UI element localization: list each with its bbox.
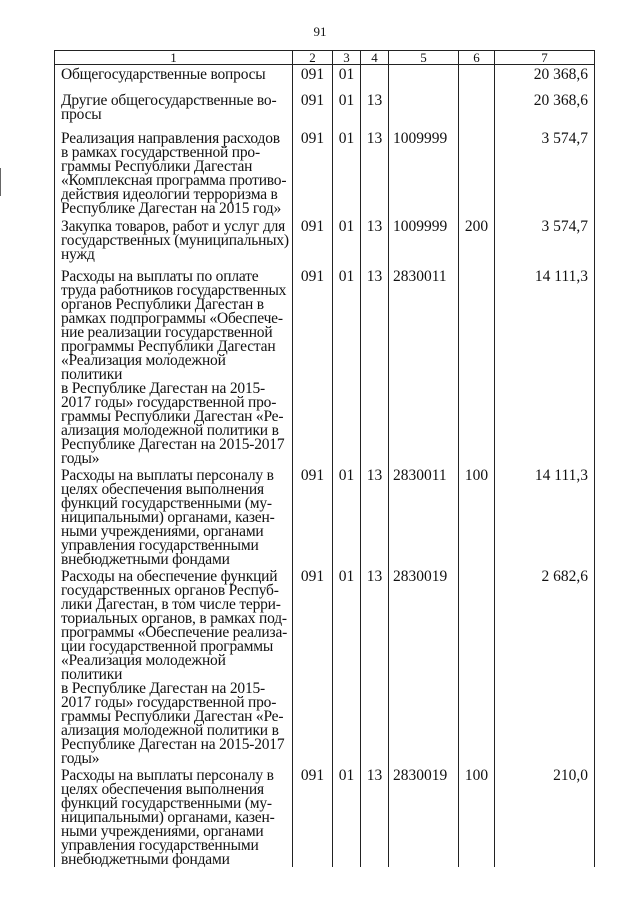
row-target-article: 2830019: [389, 766, 459, 867]
row-section-code: 01: [333, 217, 361, 267]
description-line: функций государственными (му-: [61, 494, 272, 512]
row-department-code: 091: [293, 91, 333, 129]
budget-table: [54, 50, 595, 867]
description-line: годы»: [61, 749, 100, 767]
row-description: [55, 65, 293, 91]
description-line: Другие общегосударственные во-: [61, 91, 277, 109]
description-line: Реализация направления расходов: [61, 129, 280, 147]
row-department-code: 091: [293, 567, 333, 766]
header-col-4: 4: [361, 51, 389, 65]
table-row: [55, 567, 595, 766]
row-description: [55, 91, 293, 129]
header-col-6: 6: [459, 51, 495, 65]
description-line: Закупка товаров, работ и услуг для: [61, 217, 286, 235]
row-expense-type: [459, 65, 495, 91]
description-line: «Комплексная программа противо-: [61, 171, 287, 189]
description-line: программы «Обеспечение реализа-: [61, 623, 288, 641]
row-department-code: 091: [293, 267, 333, 466]
row-amount: 20 368,6: [495, 65, 595, 91]
table-row: [55, 466, 595, 567]
row-description: [55, 129, 293, 217]
description-line: просы: [61, 105, 102, 123]
row-target-article: 2830011: [389, 267, 459, 466]
row-target-article: 2830019: [389, 567, 459, 766]
description-line: целях обеспечения выполнения: [61, 480, 264, 498]
description-line: «Реализация молодежной политики: [61, 651, 226, 683]
description-line: ние реализации государственной: [61, 323, 273, 341]
description-line: программы Республики Дагестан: [61, 337, 276, 355]
description-line: Расходы на выплаты по оплате: [61, 267, 259, 285]
description-line: внебюджетными фондами: [61, 550, 230, 568]
row-target-article: 1009999: [389, 129, 459, 217]
description-line: Республике Дагестан на 2015 год»: [61, 199, 282, 217]
description-line: «Реализация молодежной политики: [61, 351, 226, 383]
header-row: [55, 51, 595, 65]
row-subsection-code: 13: [361, 129, 389, 217]
row-target-article: 2830011: [389, 466, 459, 567]
row-subsection-code: 13: [361, 466, 389, 567]
row-department-code: 091: [293, 466, 333, 567]
description-line: ными учреждениями, органами: [61, 822, 264, 840]
row-expense-type: 100: [459, 466, 495, 567]
description-line: управления государственными: [61, 536, 259, 554]
description-line: Республике Дагестан на 2015-2017: [61, 435, 285, 453]
description-line: внебюджетными фондами: [61, 850, 230, 868]
row-expense-type: [459, 129, 495, 217]
description-line: действия идеологии терроризма в: [61, 185, 278, 203]
description-line: граммы Республики Дагестан «Ре-: [61, 407, 284, 425]
row-expense-type: [459, 91, 495, 129]
row-section-code: 01: [333, 129, 361, 217]
table-row: [55, 91, 595, 129]
row-subsection-code: 13: [361, 91, 389, 129]
description-line: государственных (муниципальных): [61, 231, 289, 249]
description-line: ализация молодежной политики в: [61, 421, 279, 439]
margin-mark: [0, 168, 1, 196]
description-line: функций государственными (му-: [61, 794, 272, 812]
row-amount: 20 368,6: [495, 91, 595, 129]
description-line: граммы Республики Дагестан: [61, 157, 253, 175]
row-subsection-code: 13: [361, 267, 389, 466]
description-line: в Республике Дагестан на 2015-: [61, 379, 265, 397]
row-section-code: 01: [333, 567, 361, 766]
row-amount: 14 111,3: [495, 267, 595, 466]
header-col-7: 7: [495, 51, 595, 65]
row-subsection-code: 13: [361, 217, 389, 267]
description-line: ными учреждениями, органами: [61, 522, 264, 540]
description-line: в рамках государственной про-: [61, 143, 260, 161]
header-col-1: 1: [55, 51, 293, 65]
description-line: Республике Дагестан на 2015-2017: [61, 735, 285, 753]
row-department-code: 091: [293, 129, 333, 217]
description-line: Расходы на выплаты персоналу в: [61, 466, 274, 484]
row-section-code: 01: [333, 65, 361, 91]
row-description: [55, 267, 293, 466]
row-expense-type: [459, 267, 495, 466]
table-row: [55, 766, 595, 867]
row-department-code: 091: [293, 766, 333, 867]
header-col-5: 5: [389, 51, 459, 65]
row-target-article: [389, 65, 459, 91]
description-line: граммы Республики Дагестан «Ре-: [61, 707, 284, 725]
description-line: управления государственными: [61, 836, 259, 854]
row-subsection-code: 13: [361, 567, 389, 766]
row-description: [55, 217, 293, 267]
row-target-article: 1009999: [389, 217, 459, 267]
description-line: лики Дагестан, в том числе терри-: [61, 595, 281, 613]
description-line: нужд: [61, 245, 95, 263]
table-row: [55, 129, 595, 217]
table-row: [55, 267, 595, 466]
row-target-article: [389, 91, 459, 129]
description-line: ализация молодежной политики в: [61, 721, 279, 739]
table-body: [55, 65, 595, 867]
row-description: [55, 766, 293, 867]
row-expense-type: 200: [459, 217, 495, 267]
row-section-code: 01: [333, 91, 361, 129]
row-department-code: 091: [293, 217, 333, 267]
row-section-code: 01: [333, 267, 361, 466]
description-line: Общегосударственные вопросы: [61, 66, 266, 83]
description-line: ниципальными) органами, казен-: [61, 808, 275, 826]
table-row: [55, 65, 595, 91]
header-col-2: 2: [293, 51, 333, 65]
row-expense-type: [459, 567, 495, 766]
description-line: ции государственной программы: [61, 637, 274, 655]
table-row: [55, 217, 595, 267]
row-amount: 210,0: [495, 766, 595, 867]
page-number: 91: [313, 24, 327, 39]
header-col-3: 3: [333, 51, 361, 65]
table-header: [55, 51, 595, 65]
description-line: целях обеспечения выполнения: [61, 780, 264, 798]
row-department-code: 091: [293, 65, 333, 91]
row-description: [55, 567, 293, 766]
description-line: годы»: [61, 449, 100, 467]
row-expense-type: 100: [459, 766, 495, 867]
row-description: [55, 466, 293, 567]
description-line: Расходы на обеспечение функций: [61, 567, 278, 585]
row-amount: 3 574,7: [495, 217, 595, 267]
row-subsection-code: [361, 65, 389, 91]
row-section-code: 01: [333, 766, 361, 867]
description-line: 2017 годы» государственной про-: [61, 393, 277, 411]
row-amount: 2 682,6: [495, 567, 595, 766]
description-line: ниципальными) органами, казен-: [61, 508, 275, 526]
description-line: органов Республики Дагестан в: [61, 295, 264, 313]
description-line: рамках подпрограммы «Обеспече-: [61, 309, 283, 327]
description-line: Расходы на выплаты персоналу в: [61, 766, 274, 784]
row-amount: 3 574,7: [495, 129, 595, 217]
description-line: государственных органов Респуб-: [61, 581, 279, 599]
description-line: ториальных органов, в рамках под-: [61, 609, 287, 627]
row-section-code: 01: [333, 466, 361, 567]
description-line: труда работников государственных: [61, 281, 287, 299]
row-subsection-code: 13: [361, 766, 389, 867]
row-amount: 14 111,3: [495, 466, 595, 567]
description-line: 2017 годы» государственной про-: [61, 693, 277, 711]
description-line: в Республике Дагестан на 2015-: [61, 679, 265, 697]
